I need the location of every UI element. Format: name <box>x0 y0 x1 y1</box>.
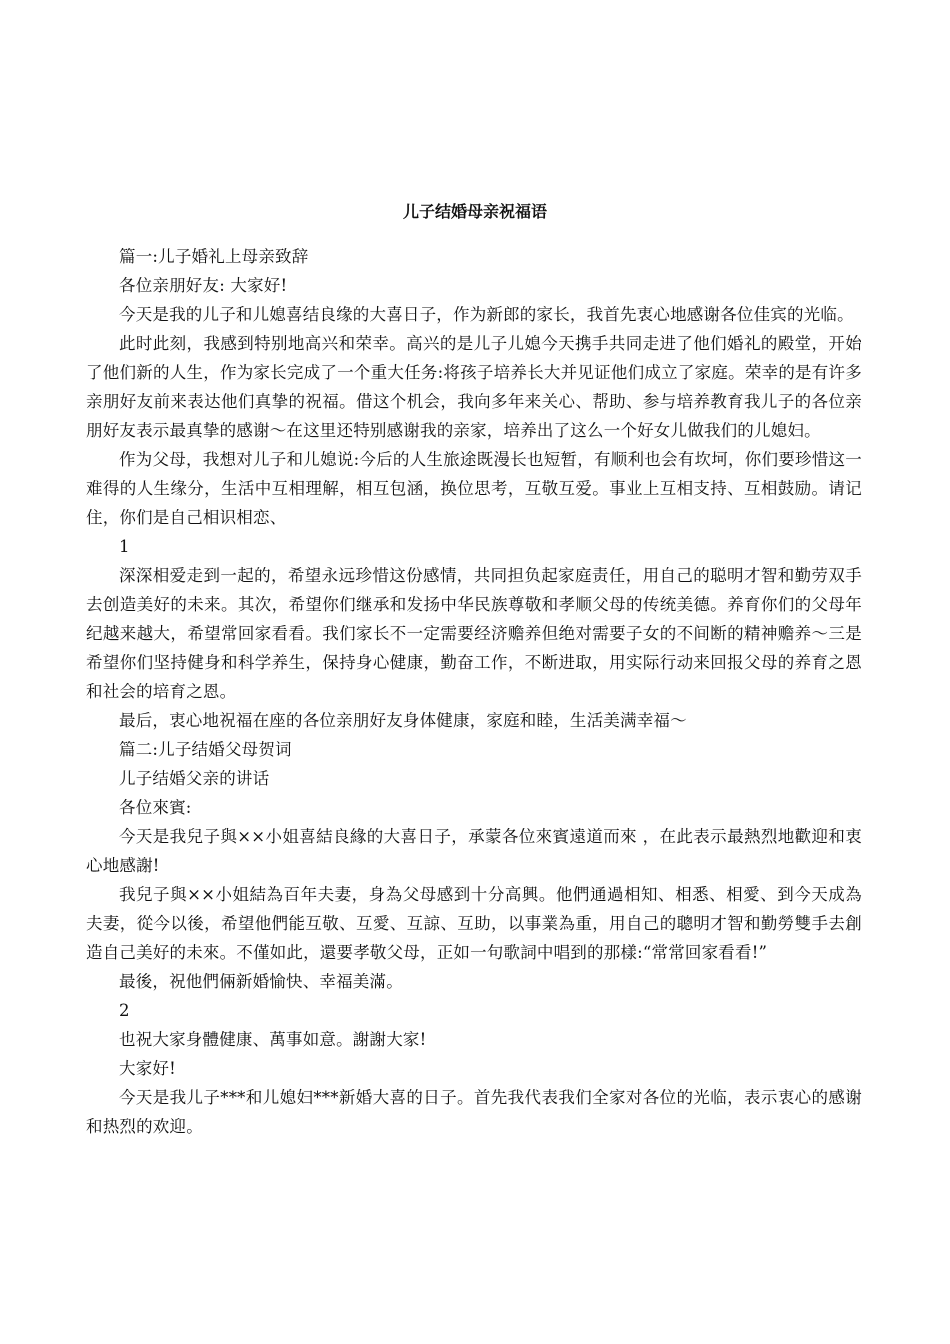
paragraph: 作为父母，我想对儿子和儿媳说:今后的人生旅途既漫长也短暂，有顺利也会有坎坷，你们要珍惜这一难得的人生缘分，生活中互相理解，相互包涵，换位思考，互敬互爱。事业上互相支持、互相鼓励。请记住，你们是自己相识相恋、 <box>86 450 862 527</box>
paragraph: 此时此刻，我感到特别地高兴和荣幸。高兴的是儿子儿媳今天携手共同走进了他们婚礼的殿堂，开始了他们新的人生，作为家长完成了一个重大任务:将孩子培养长大并见证他们成立了家庭。荣幸的是有许多亲朋好友前来表达他们真挚的祝福。借这个机会，我向多年来关心、帮助、参与培养教育我儿子的各位亲朋好友表示最真挚的感谢～在这里还特别感谢我的亲家，培养出了这么一个好女儿做我们的儿媳妇。 <box>86 334 862 440</box>
paragraph: 最後，祝他們倆新婚愉快、幸福美滿。 <box>119 972 403 991</box>
paragraph: 今天是我的儿子和儿媳喜结良缘的大喜日子，作为新郎的家长，我首先衷心地感谢各位佳宾的光临。 <box>119 305 854 324</box>
subheading: 儿子结婚父亲的讲话 <box>119 769 270 788</box>
paragraph: 也祝大家身體健康、萬事如意。謝謝大家! <box>119 1030 427 1049</box>
document-title: 儿子结婚母亲祝福语 <box>402 202 547 221</box>
section-heading-2: 篇二:儿子结婚父母贺词 <box>119 740 292 759</box>
salutation: 大家好! <box>119 1059 176 1078</box>
salutation: 各位亲朋好友: 大家好! <box>119 276 288 295</box>
section-heading-1: 篇一:儿子婚礼上母亲致辞 <box>119 247 309 266</box>
paragraph: 今天是我儿子***和儿媳妇***新婚大喜的日子。首先我代表我们全家对各位的光临，表示衷心的感谢和热烈的欢迎。 <box>86 1088 862 1136</box>
page-number: 1 <box>119 537 130 556</box>
paragraph: 最后，衷心地祝福在座的各位亲朋好友身体健康，家庭和睦，生活美满幸福～ <box>119 711 687 730</box>
salutation: 各位來賓: <box>119 798 192 817</box>
paragraph: 今天是我兒子與××小姐喜結良緣的大喜日子，承蒙各位來賓遠道而來 ，在此表示最熱烈地歡迎和衷心地感謝! <box>86 827 862 875</box>
document-body <box>86 242 862 1141</box>
page-number: 2 <box>119 1001 130 1020</box>
paragraph: 我兒子與××小姐結為百年夫妻，身為父母感到十分高興。他們通過相知、相悉、相愛、到今天成為夫妻，從今以後，希望他們能互敬、互愛、互諒、互助，以事業為重，用自己的聰明才智和勤勞雙手去創造自己美好的未來。不僅如此，還要孝敬父母，正如一句歌詞中唱到的那樣:“常常回家看看!” <box>86 885 862 962</box>
paragraph: 深深相爱走到一起的，希望永远珍惜这份感情，共同担负起家庭责任，用自己的聪明才智和勤劳双手去创造美好的未来。其次，希望你们继承和发扬中华民族尊敬和孝顺父母的传统美德。养育你们的父母年纪越来越大，希望常回家看看。我们家长不一定需要经济赡养但绝对需要子女的不间断的精神赡养～三是希望你们坚持健身和科学养生，保持身心健康，勤奋工作，不断进取，用实际行动来回报父母的养育之恩和社会的培育之恩。 <box>86 566 862 701</box>
